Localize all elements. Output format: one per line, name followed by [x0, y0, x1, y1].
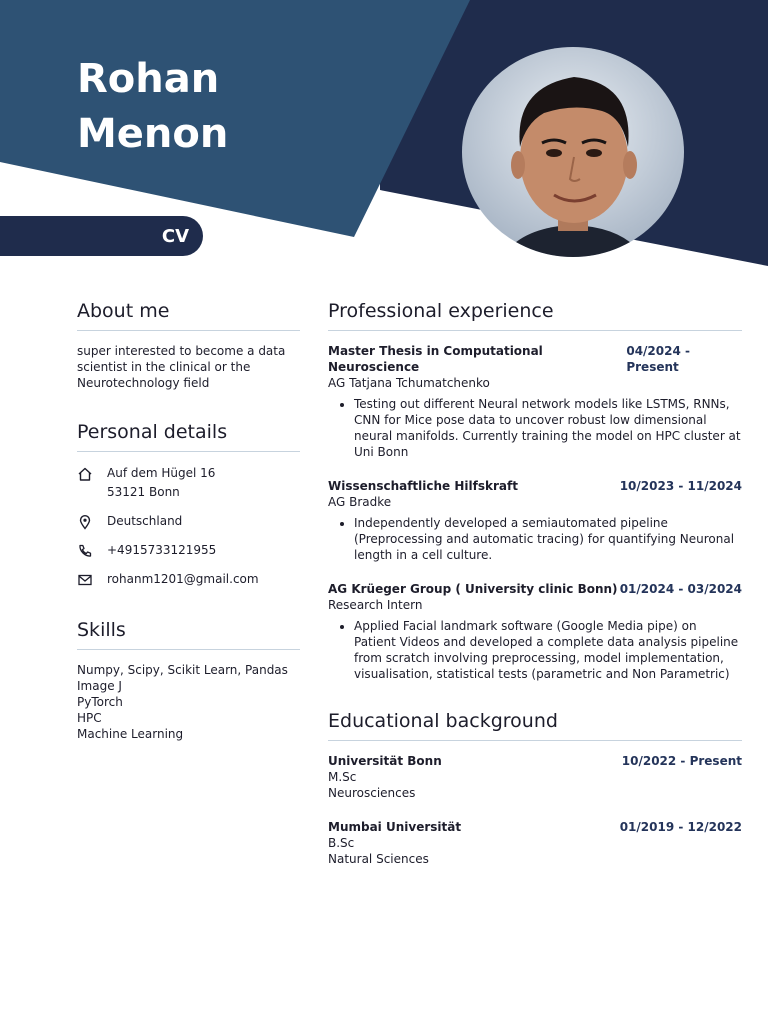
first-name: Rohan [77, 56, 220, 102]
entry-degree: B.Sc [328, 836, 355, 850]
entry-date: 01/2019 - 12/2022 [619, 820, 742, 834]
experience-entry [328, 478, 742, 563]
entry-org: AG Bradke [328, 495, 392, 509]
cv-badge [0, 216, 203, 256]
entry-title: Wissenschaftliche Hilfskraft [328, 479, 518, 493]
about-text: super interested to become a data scientist in the clinical or the Neurotechnology field [77, 344, 286, 390]
education-entry [328, 819, 742, 867]
skill-item: PyTorch [77, 695, 123, 709]
experience-entry [328, 343, 742, 460]
detail-email [77, 570, 300, 589]
entry-title: Mumbai Universität [328, 820, 462, 834]
entry-degree: M.Sc [328, 770, 357, 784]
candidate-name [77, 52, 228, 162]
right-column [328, 300, 742, 867]
entry-date: 04/2024 - Present [626, 344, 690, 374]
home-icon [77, 466, 93, 482]
education-title: Educational background [328, 710, 742, 741]
entry-org: Research Intern [328, 598, 423, 612]
skills-list [77, 662, 300, 742]
entry-title: Universität Bonn [328, 754, 442, 768]
experience-title: Professional experience [328, 300, 742, 331]
detail-country [77, 512, 300, 531]
email-text[interactable]: rohanm1201@gmail.com [107, 572, 259, 586]
entry-date: 10/2022 - Present [621, 754, 742, 768]
entry-org: AG Tatjana Tchumatchenko [328, 376, 490, 390]
entry-bullet: • Applied Facial landmark software (Google Media pipe) on Patient Videos and developed a complete data analysis pipeline from scratch involving preprocessing, model implementation, visualisation, statistical tests (parametric and Non Parametric) [354, 618, 742, 682]
cv-badge-label: CV [161, 225, 189, 247]
personal-details-title: Personal details [77, 421, 300, 452]
entry-bullet: • Independently developed a semiautomated pipeline (Preprocessing and automatic tracing) for quantifying Neuronal length in a cell culture. [354, 515, 742, 563]
left-column [77, 300, 300, 742]
entry-title: Master Thesis in Computational Neuroscience [328, 344, 543, 374]
phone-icon [77, 543, 93, 559]
entry-date: 10/2023 - 11/2024 [619, 479, 742, 493]
country-text: Deutschland [107, 514, 183, 528]
last-name: Menon [77, 111, 229, 157]
entry-title: AG Krüeger Group ( University clinic Bonn) [328, 582, 618, 596]
mail-icon [77, 572, 93, 588]
address-line2: 53121 Bonn [107, 485, 180, 499]
skills-title: Skills [77, 619, 300, 650]
phone-text: +4915733121955 [107, 543, 217, 557]
location-pin-icon [77, 514, 93, 530]
detail-address [77, 464, 300, 502]
entry-date: 01/2024 - 03/2024 [619, 582, 742, 596]
detail-phone [77, 541, 300, 560]
education-entry [328, 753, 742, 801]
personal-details-list [77, 464, 300, 589]
entry-field: Natural Sciences [328, 852, 429, 866]
entry-bullet: • Testing out different Neural network models like LSTMS, RNNs, CNN for Mice pose data to uncover robust low dimensional neural manifolds. Currently training the model on HPC cluster at Uni Bonn [354, 396, 742, 460]
skill-item: HPC [77, 711, 102, 725]
experience-entry [328, 581, 742, 682]
profile-photo [462, 47, 684, 257]
address-line1: Auf dem Hügel 16 [107, 466, 216, 480]
entry-field: Neurosciences [328, 786, 416, 800]
skill-item: Numpy, Scipy, Scikit Learn, Pandas [77, 663, 288, 677]
about-title: About me [77, 300, 300, 331]
header-primary-shape [0, 0, 470, 237]
address-text [107, 464, 215, 502]
skill-item: Image J [77, 679, 122, 693]
skill-item: Machine Learning [77, 727, 184, 741]
